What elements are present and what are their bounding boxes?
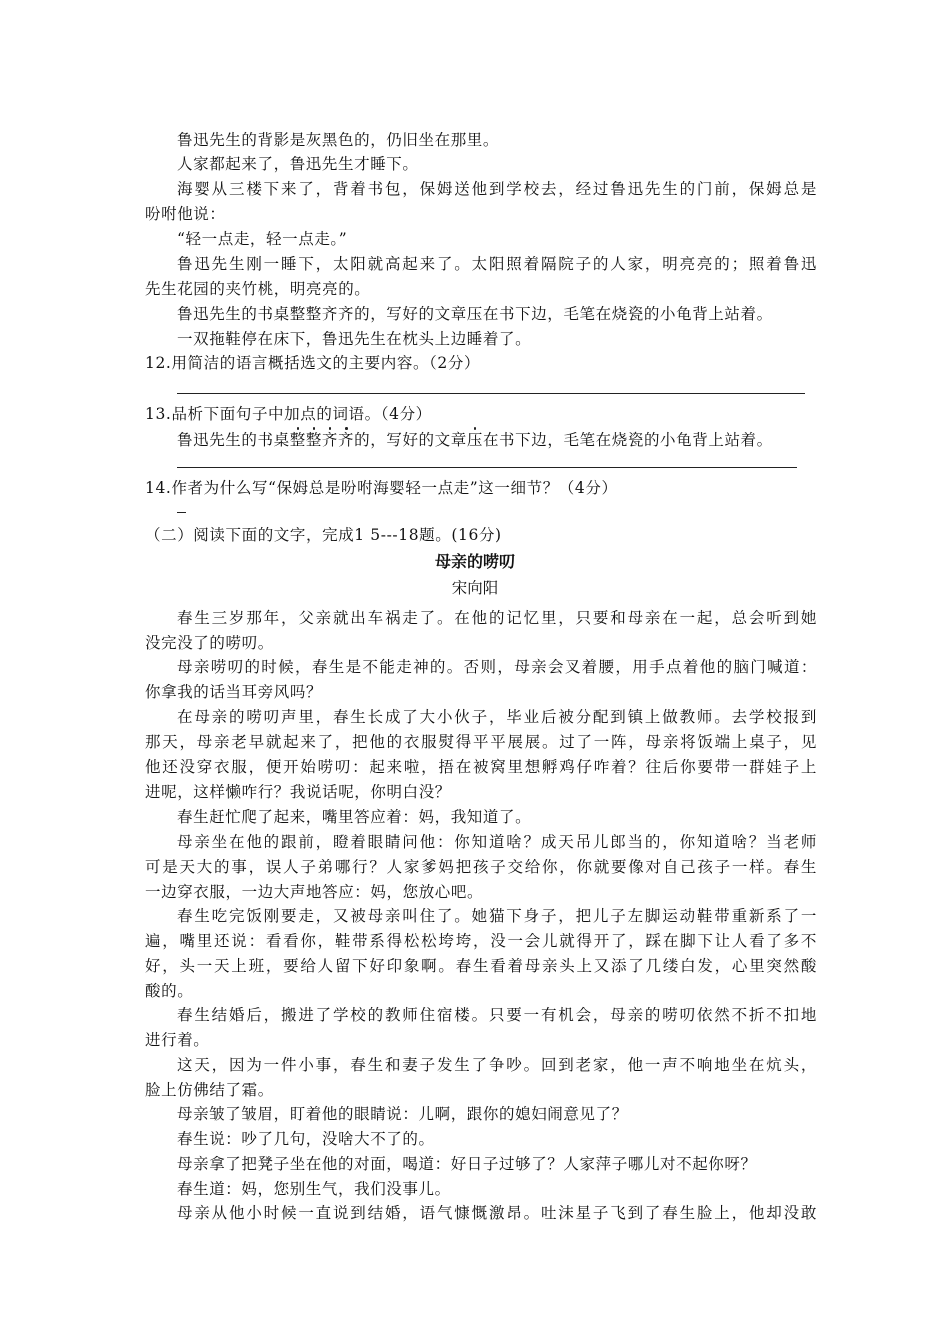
- passage-line: 海婴从三楼下来了，背着书包，保姆送他到学校去，经过鲁迅先生的门前，保姆总是: [177, 180, 817, 198]
- story-line: 进行着。: [145, 1031, 210, 1049]
- section-2-header: （二）阅读下面的文字，完成1 5---18题。(16分): [145, 526, 502, 544]
- story-line: 春生说：吵了几句，没啥大不了的。: [177, 1130, 435, 1148]
- sentence-part: 在书下边，毛笔在烧瓷的小龟背上站着。: [482, 431, 773, 449]
- answer-line: [177, 393, 805, 394]
- story-line: 他还没穿衣服，便开始唠叨：起来啦，捂在被窝里想孵鸡仔咋着？往后你要带一群娃子上: [145, 758, 817, 776]
- story-line: 进呢，这样懒咋行？我说话呢，你明白没？: [145, 783, 451, 801]
- passage-line: 吩咐他说：: [145, 205, 226, 223]
- question-13: 13.品析下面句子中加点的词语。（4分）: [145, 405, 432, 423]
- story-line: 在母亲的唠叨声里，春生长成了大小伙子，毕业后被分配到镇上做教师。去学校报到: [177, 708, 817, 726]
- story-line: 春生三岁那年，父亲就出车祸走了。在他的记忆里，只要和母亲在一起，总会听到她: [177, 609, 817, 627]
- story-line: 春生赶忙爬了起来，嘴里答应着：妈，我知道了。: [177, 808, 532, 826]
- sentence-part: 鲁迅先生的书桌: [177, 431, 290, 449]
- passage-line: 人家都起来了，鲁迅先生才睡下。: [177, 155, 419, 173]
- dotted-char: 齐: [338, 431, 355, 449]
- story-line: 没完没了的唠叨。: [145, 634, 274, 652]
- passage-line: “轻一点走，轻一点走。”: [177, 230, 348, 248]
- passage-line: 先生花园的夹竹桃，明亮亮的。: [145, 280, 371, 298]
- question-14: 14.作者为什么写“保姆总是吩咐海婴轻一点走”这一细节？（4分）: [145, 479, 618, 497]
- story-line: 一边穿衣服，一边大声地答应：妈，您放心吧。: [145, 883, 484, 901]
- question-13-sentence: [177, 427, 849, 453]
- story-line: 脸上仿佛结了霜。: [145, 1081, 274, 1099]
- story-line: 那天，母亲老早就起来了，把他的衣服熨得平平展展。过了一阵，母亲将饭端上桌子，见: [145, 733, 817, 751]
- passage-line: 一双拖鞋停在床下，鲁迅先生在枕头上边睡着了。: [177, 330, 532, 348]
- dotted-char: 压: [466, 431, 483, 449]
- story-line: 酸的。: [145, 982, 194, 1000]
- story-line: 你拿我的话当耳旁风吗？: [145, 683, 323, 701]
- answer-line: [177, 467, 797, 468]
- answer-line: [177, 512, 186, 513]
- question-12: 12.用简洁的语言概括选文的主要内容。（2分）: [145, 354, 481, 372]
- dotted-char: 整: [289, 431, 306, 449]
- story-line: 春生结婚后，搬进了学校的教师住宿楼。只要一有机会，母亲的唠叨依然不折不扣地: [177, 1006, 817, 1024]
- dotted-word-2: [467, 431, 483, 449]
- story-line: 母亲唠叨的时候，春生是不能走神的。否则，母亲会叉着腰，用手点着他的脑门喊道：: [177, 658, 817, 676]
- story-line: 遍，嘴里还说：看看你，鞋带系得松松垮垮，没一会儿就得开了，踩在脚下让人看了多不: [145, 932, 817, 950]
- story-line: 好，头一天上班，要给人留下好印象啊。春生看着母亲头上又添了几缕白发，心里突然酸: [145, 957, 817, 975]
- story-line: 母亲从他小时候一直说到结婚，语气慷慨激昂。吐沫星子飞到了春生脸上，他却没敢: [177, 1204, 817, 1222]
- story-line: 春生道：妈，您别生气，我们没事儿。: [177, 1180, 451, 1198]
- story-title: 母亲的唠叨: [434, 552, 515, 571]
- passage-line: 鲁迅先生的书桌整整齐齐的，写好的文章压在书下边，毛笔在烧瓷的小龟背上站着。: [177, 305, 773, 323]
- story-line: 这天，因为一件小事，春生和妻子发生了争吵。回到老家，他一声不响地坐在炕头，: [177, 1056, 817, 1074]
- story-line: 母亲坐在他的跟前，瞪着眼睛问他：你知道啥？成天吊儿郎当的，你知道啥？当老师: [177, 833, 817, 851]
- passage-line: 鲁迅先生刚一睡下，太阳就高起来了。太阳照着隔院子的人家，明亮亮的；照着鲁迅: [177, 255, 817, 273]
- passage-line: 鲁迅先生的背影是灰黑色的，仍旧坐在那里。: [177, 131, 500, 149]
- dotted-char: 齐: [321, 431, 339, 449]
- sentence-part: 的，写好的文章: [354, 431, 467, 449]
- dotted-char: 整: [305, 431, 322, 449]
- dotted-word-1: [290, 431, 354, 449]
- story-line: 春生吃完饭刚要走，又被母亲叫住了。她猫下身子，把儿子左脚运动鞋带重新系了一: [177, 907, 817, 925]
- story-author: 宋向阳: [451, 579, 499, 597]
- story-line: 可是天大的事，误人子弟哪行？人家爹妈把孩子交给你，你就要像对自己孩子一样。春生: [145, 858, 817, 876]
- story-line: 母亲拿了把凳子坐在他的对面，喝道：好日子过够了？人家萍子哪儿对不起你呀？: [177, 1155, 757, 1173]
- story-line: 母亲皱了皱眉，盯着他的眼睛说：儿啊，跟你的媳妇闹意见了？: [177, 1105, 628, 1123]
